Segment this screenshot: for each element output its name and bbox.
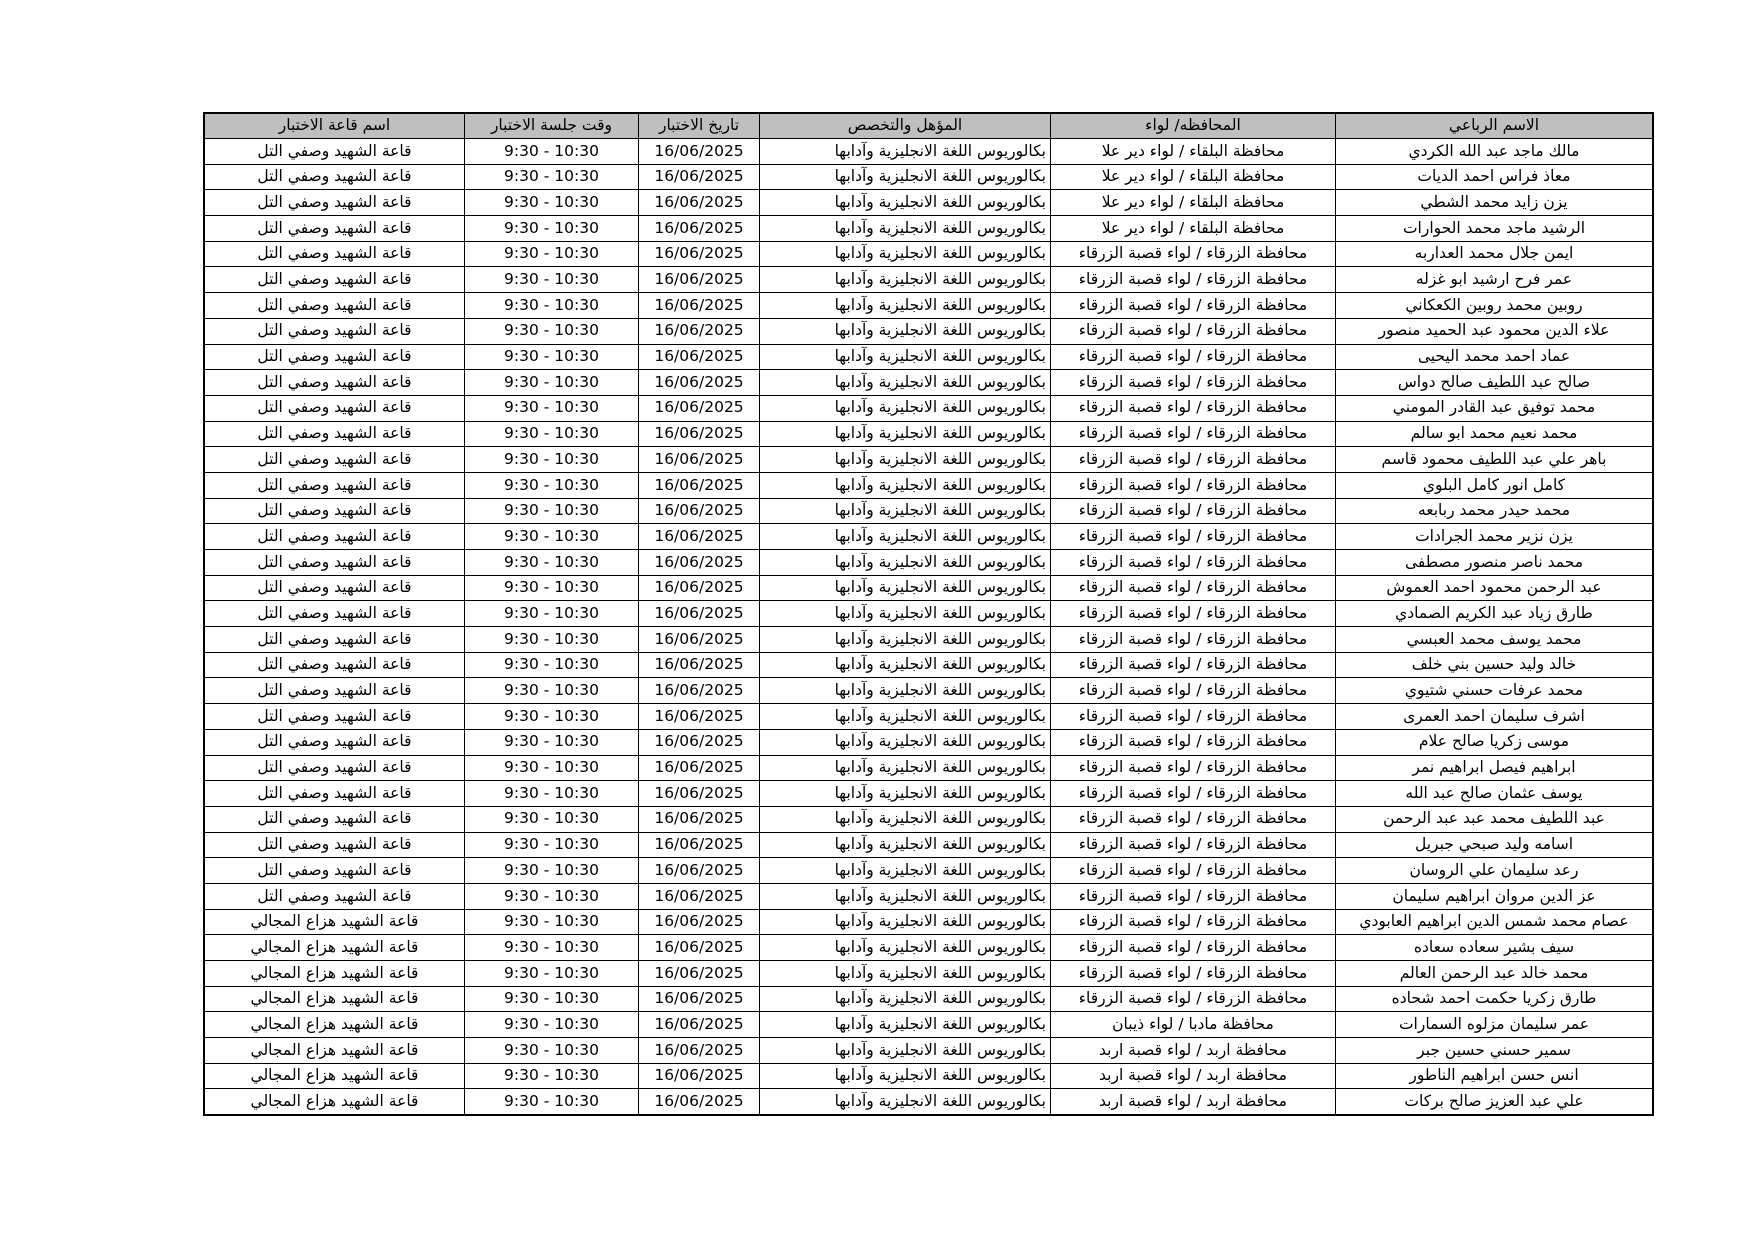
table-row <box>204 806 1653 832</box>
cell-time: 9:30 - 10:30 <box>465 883 639 909</box>
cell-date: 16/06/2025 <box>639 216 760 242</box>
cell-date: 16/06/2025 <box>639 601 760 627</box>
table-row <box>204 627 1653 653</box>
cell-qualification: بكالوريوس اللغة الانجليزية وآدابها <box>760 1089 1051 1115</box>
cell-qualification: بكالوريوس اللغة الانجليزية وآدابها <box>760 447 1051 473</box>
cell-hall: قاعة الشهيد وصفي التل <box>204 806 465 832</box>
cell-governorate: محافظة الزرقاء / لواء قصبة الزرقاء <box>1051 524 1336 550</box>
cell-time: 9:30 - 10:30 <box>465 909 639 935</box>
cell-hall: قاعة الشهيد وصفي التل <box>204 601 465 627</box>
cell-qualification: بكالوريوس اللغة الانجليزية وآدابها <box>760 395 1051 421</box>
cell-hall: قاعة الشهيد وصفي التل <box>204 704 465 730</box>
cell-date: 16/06/2025 <box>639 704 760 730</box>
cell-time: 9:30 - 10:30 <box>465 832 639 858</box>
cell-qualification: بكالوريوس اللغة الانجليزية وآدابها <box>760 293 1051 319</box>
cell-governorate: محافظة الزرقاء / لواء قصبة الزرقاء <box>1051 601 1336 627</box>
table-row <box>204 344 1653 370</box>
cell-governorate: محافظة الزرقاء / لواء قصبة الزرقاء <box>1051 858 1336 884</box>
cell-time: 9:30 - 10:30 <box>465 781 639 807</box>
cell-hall: قاعة الشهيد هزاع المجالي <box>204 909 465 935</box>
cell-qualification: بكالوريوس اللغة الانجليزية وآدابها <box>760 216 1051 242</box>
cell-name: علي عبد العزيز صالح بركات <box>1336 1089 1654 1115</box>
cell-hall: قاعة الشهيد هزاع المجالي <box>204 961 465 987</box>
cell-hall: قاعة الشهيد هزاع المجالي <box>204 1038 465 1064</box>
cell-governorate: محافظة الزرقاء / لواء قصبة الزرقاء <box>1051 961 1336 987</box>
table-row <box>204 575 1653 601</box>
cell-hall: قاعة الشهيد هزاع المجالي <box>204 935 465 961</box>
cell-date: 16/06/2025 <box>639 447 760 473</box>
table-row <box>204 1012 1653 1038</box>
cell-name: عمر سليمان مزلوه السمارات <box>1336 1012 1654 1038</box>
table-row <box>204 216 1653 242</box>
cell-hall: قاعة الشهيد وصفي التل <box>204 344 465 370</box>
cell-governorate: محافظة الزرقاء / لواء قصبة الزرقاء <box>1051 550 1336 576</box>
cell-name: محمد يوسف محمد العبسي <box>1336 627 1654 653</box>
table-row <box>204 421 1653 447</box>
cell-governorate: محافظة الزرقاء / لواء قصبة الزرقاء <box>1051 575 1336 601</box>
cell-qualification: بكالوريوس اللغة الانجليزية وآدابها <box>760 318 1051 344</box>
cell-date: 16/06/2025 <box>639 344 760 370</box>
cell-time: 9:30 - 10:30 <box>465 627 639 653</box>
cell-qualification: بكالوريوس اللغة الانجليزية وآدابها <box>760 832 1051 858</box>
cell-time: 9:30 - 10:30 <box>465 498 639 524</box>
table-row <box>204 241 1653 267</box>
cell-time: 9:30 - 10:30 <box>465 601 639 627</box>
cell-date: 16/06/2025 <box>639 627 760 653</box>
cell-name: عصام محمد شمس الدين ابراهيم العابودي <box>1336 909 1654 935</box>
cell-hall: قاعة الشهيد وصفي التل <box>204 447 465 473</box>
header-date: تاريخ الاختبار <box>639 113 760 139</box>
cell-date: 16/06/2025 <box>639 986 760 1012</box>
cell-date: 16/06/2025 <box>639 370 760 396</box>
cell-hall: قاعة الشهيد وصفي التل <box>204 498 465 524</box>
cell-governorate: محافظة الزرقاء / لواء قصبة الزرقاء <box>1051 267 1336 293</box>
cell-qualification: بكالوريوس اللغة الانجليزية وآدابها <box>760 575 1051 601</box>
cell-governorate: محافظة اربد / لواء قصبة اربد <box>1051 1038 1336 1064</box>
cell-governorate: محافظة الزرقاء / لواء قصبة الزرقاء <box>1051 883 1336 909</box>
cell-hall: قاعة الشهيد وصفي التل <box>204 190 465 216</box>
cell-date: 16/06/2025 <box>639 652 760 678</box>
cell-name: خالد وليد حسين بني خلف <box>1336 652 1654 678</box>
cell-name: باهر علي عبد اللطيف محمود قاسم <box>1336 447 1654 473</box>
cell-hall: قاعة الشهيد وصفي التل <box>204 241 465 267</box>
cell-qualification: بكالوريوس اللغة الانجليزية وآدابها <box>760 1038 1051 1064</box>
cell-date: 16/06/2025 <box>639 550 760 576</box>
cell-date: 16/06/2025 <box>639 190 760 216</box>
cell-date: 16/06/2025 <box>639 729 760 755</box>
cell-time: 9:30 - 10:30 <box>465 293 639 319</box>
cell-time: 9:30 - 10:30 <box>465 961 639 987</box>
cell-date: 16/06/2025 <box>639 241 760 267</box>
cell-qualification: بكالوريوس اللغة الانجليزية وآدابها <box>760 755 1051 781</box>
cell-qualification: بكالوريوس اللغة الانجليزية وآدابها <box>760 241 1051 267</box>
cell-name: عبد اللطيف محمد عبد عبد الرحمن <box>1336 806 1654 832</box>
cell-qualification: بكالوريوس اللغة الانجليزية وآدابها <box>760 601 1051 627</box>
cell-time: 9:30 - 10:30 <box>465 1089 639 1115</box>
cell-date: 16/06/2025 <box>639 395 760 421</box>
cell-time: 9:30 - 10:30 <box>465 447 639 473</box>
cell-hall: قاعة الشهيد هزاع المجالي <box>204 986 465 1012</box>
cell-governorate: محافظة الزرقاء / لواء قصبة الزرقاء <box>1051 447 1336 473</box>
cell-time: 9:30 - 10:30 <box>465 704 639 730</box>
cell-time: 9:30 - 10:30 <box>465 472 639 498</box>
cell-name: اسامه وليد صبحي جبريل <box>1336 832 1654 858</box>
cell-hall: قاعة الشهيد وصفي التل <box>204 729 465 755</box>
cell-qualification: بكالوريوس اللغة الانجليزية وآدابها <box>760 652 1051 678</box>
cell-time: 9:30 - 10:30 <box>465 164 639 190</box>
cell-time: 9:30 - 10:30 <box>465 190 639 216</box>
cell-hall: قاعة الشهيد وصفي التل <box>204 652 465 678</box>
cell-time: 9:30 - 10:30 <box>465 550 639 576</box>
cell-date: 16/06/2025 <box>639 883 760 909</box>
table-row <box>204 293 1653 319</box>
cell-time: 9:30 - 10:30 <box>465 652 639 678</box>
cell-hall: قاعة الشهيد هزاع المجالي <box>204 1089 465 1115</box>
table-row <box>204 909 1653 935</box>
table-row <box>204 986 1653 1012</box>
cell-governorate: محافظة البلقاء / لواء دير علا <box>1051 164 1336 190</box>
cell-hall: قاعة الشهيد وصفي التل <box>204 781 465 807</box>
table-row <box>204 704 1653 730</box>
cell-qualification: بكالوريوس اللغة الانجليزية وآدابها <box>760 472 1051 498</box>
cell-hall: قاعة الشهيد وصفي التل <box>204 575 465 601</box>
cell-hall: قاعة الشهيد وصفي التل <box>204 550 465 576</box>
cell-name: محمد توفيق عبد القادر المومني <box>1336 395 1654 421</box>
cell-governorate: محافظة الزرقاء / لواء قصبة الزرقاء <box>1051 678 1336 704</box>
table-row <box>204 498 1653 524</box>
cell-time: 9:30 - 10:30 <box>465 421 639 447</box>
table-row <box>204 139 1653 165</box>
cell-date: 16/06/2025 <box>639 1012 760 1038</box>
cell-name: طارق زياد عبد الكريم الصمادي <box>1336 601 1654 627</box>
cell-governorate: محافظة الزرقاء / لواء قصبة الزرقاء <box>1051 498 1336 524</box>
cell-qualification: بكالوريوس اللغة الانجليزية وآدابها <box>760 190 1051 216</box>
cell-qualification: بكالوريوس اللغة الانجليزية وآدابها <box>760 370 1051 396</box>
cell-qualification: بكالوريوس اللغة الانجليزية وآدابها <box>760 1063 1051 1089</box>
cell-name: انس حسن ابراهيم الناطور <box>1336 1063 1654 1089</box>
cell-name: رعد سليمان علي الروسان <box>1336 858 1654 884</box>
header-governorate: المحافظه/ لواء <box>1051 113 1336 139</box>
cell-governorate: محافظة الزرقاء / لواء قصبة الزرقاء <box>1051 806 1336 832</box>
cell-hall: قاعة الشهيد هزاع المجالي <box>204 1063 465 1089</box>
table-row <box>204 524 1653 550</box>
cell-qualification: بكالوريوس اللغة الانجليزية وآدابها <box>760 267 1051 293</box>
cell-governorate: محافظة الزرقاء / لواء قصبة الزرقاء <box>1051 395 1336 421</box>
cell-hall: قاعة الشهيد وصفي التل <box>204 164 465 190</box>
table-row <box>204 1038 1653 1064</box>
table-row <box>204 164 1653 190</box>
table-row <box>204 781 1653 807</box>
cell-qualification: بكالوريوس اللغة الانجليزية وآدابها <box>760 729 1051 755</box>
exam-schedule-table <box>203 112 1654 1116</box>
cell-hall: قاعة الشهيد وصفي التل <box>204 395 465 421</box>
cell-name: يزن نزير محمد الجرادات <box>1336 524 1654 550</box>
cell-date: 16/06/2025 <box>639 1089 760 1115</box>
cell-hall: قاعة الشهيد وصفي التل <box>204 267 465 293</box>
cell-hall: قاعة الشهيد وصفي التل <box>204 370 465 396</box>
table-row <box>204 472 1653 498</box>
cell-time: 9:30 - 10:30 <box>465 524 639 550</box>
cell-date: 16/06/2025 <box>639 472 760 498</box>
cell-time: 9:30 - 10:30 <box>465 806 639 832</box>
cell-time: 9:30 - 10:30 <box>465 395 639 421</box>
cell-date: 16/06/2025 <box>639 267 760 293</box>
cell-governorate: محافظة الزرقاء / لواء قصبة الزرقاء <box>1051 421 1336 447</box>
cell-governorate: محافظة اربد / لواء قصبة اربد <box>1051 1063 1336 1089</box>
cell-governorate: محافظة الزرقاء / لواء قصبة الزرقاء <box>1051 935 1336 961</box>
cell-name: طارق زكريا حكمت احمد شحاده <box>1336 986 1654 1012</box>
header-qualification: المؤهل والتخصص <box>760 113 1051 139</box>
cell-governorate: محافظة البلقاء / لواء دير علا <box>1051 216 1336 242</box>
cell-name: محمد نعيم محمد ابو سالم <box>1336 421 1654 447</box>
table-row <box>204 729 1653 755</box>
cell-governorate: محافظة اربد / لواء قصبة اربد <box>1051 1089 1336 1115</box>
cell-name: ايمن جلال محمد العداربه <box>1336 241 1654 267</box>
cell-hall: قاعة الشهيد وصفي التل <box>204 318 465 344</box>
cell-time: 9:30 - 10:30 <box>465 216 639 242</box>
cell-date: 16/06/2025 <box>639 755 760 781</box>
cell-governorate: محافظة الزرقاء / لواء قصبة الزرقاء <box>1051 318 1336 344</box>
cell-time: 9:30 - 10:30 <box>465 858 639 884</box>
cell-qualification: بكالوريوس اللغة الانجليزية وآدابها <box>760 550 1051 576</box>
cell-hall: قاعة الشهيد وصفي التل <box>204 678 465 704</box>
table-row <box>204 267 1653 293</box>
cell-name: مالك ماجد عبد الله الكردي <box>1336 139 1654 165</box>
cell-governorate: محافظة مادبا / لواء ذيبان <box>1051 1012 1336 1038</box>
cell-name: معاذ فراس احمد الديات <box>1336 164 1654 190</box>
cell-time: 9:30 - 10:30 <box>465 241 639 267</box>
table-row <box>204 550 1653 576</box>
cell-date: 16/06/2025 <box>639 832 760 858</box>
cell-date: 16/06/2025 <box>639 935 760 961</box>
cell-time: 9:30 - 10:30 <box>465 1063 639 1089</box>
cell-hall: قاعة الشهيد وصفي التل <box>204 627 465 653</box>
cell-qualification: بكالوريوس اللغة الانجليزية وآدابها <box>760 704 1051 730</box>
cell-qualification: بكالوريوس اللغة الانجليزية وآدابها <box>760 678 1051 704</box>
cell-time: 9:30 - 10:30 <box>465 986 639 1012</box>
cell-qualification: بكالوريوس اللغة الانجليزية وآدابها <box>760 781 1051 807</box>
cell-qualification: بكالوريوس اللغة الانجليزية وآدابها <box>760 961 1051 987</box>
table-row <box>204 961 1653 987</box>
cell-date: 16/06/2025 <box>639 781 760 807</box>
cell-date: 16/06/2025 <box>639 806 760 832</box>
cell-date: 16/06/2025 <box>639 678 760 704</box>
table-row <box>204 1089 1653 1115</box>
cell-hall: قاعة الشهيد وصفي التل <box>204 293 465 319</box>
cell-hall: قاعة الشهيد وصفي التل <box>204 421 465 447</box>
table-row <box>204 652 1653 678</box>
table-row <box>204 883 1653 909</box>
cell-qualification: بكالوريوس اللغة الانجليزية وآدابها <box>760 935 1051 961</box>
cell-governorate: محافظة الزرقاء / لواء قصبة الزرقاء <box>1051 472 1336 498</box>
cell-name: عمر فرح ارشيد ابو غزله <box>1336 267 1654 293</box>
cell-name: كامل انور كامل البلوي <box>1336 472 1654 498</box>
cell-governorate: محافظة الزرقاء / لواء قصبة الزرقاء <box>1051 729 1336 755</box>
cell-hall: قاعة الشهيد وصفي التل <box>204 755 465 781</box>
cell-qualification: بكالوريوس اللغة الانجليزية وآدابها <box>760 627 1051 653</box>
header-time: وقت جلسة الاختبار <box>465 113 639 139</box>
cell-name: روبين محمد روبين الكعكاني <box>1336 293 1654 319</box>
header-hall: اسم قاعة الاختبار <box>204 113 465 139</box>
cell-date: 16/06/2025 <box>639 293 760 319</box>
table-row <box>204 395 1653 421</box>
cell-name: علاء الدين محمود عبد الحميد منصور <box>1336 318 1654 344</box>
cell-time: 9:30 - 10:30 <box>465 935 639 961</box>
table-row <box>204 318 1653 344</box>
table-row <box>204 601 1653 627</box>
cell-time: 9:30 - 10:30 <box>465 139 639 165</box>
cell-qualification: بكالوريوس اللغة الانجليزية وآدابها <box>760 524 1051 550</box>
cell-time: 9:30 - 10:30 <box>465 755 639 781</box>
cell-date: 16/06/2025 <box>639 575 760 601</box>
cell-qualification: بكالوريوس اللغة الانجليزية وآدابها <box>760 1012 1051 1038</box>
cell-date: 16/06/2025 <box>639 858 760 884</box>
cell-time: 9:30 - 10:30 <box>465 318 639 344</box>
cell-hall: قاعة الشهيد وصفي التل <box>204 139 465 165</box>
cell-date: 16/06/2025 <box>639 1038 760 1064</box>
cell-time: 9:30 - 10:30 <box>465 344 639 370</box>
table-row <box>204 678 1653 704</box>
cell-qualification: بكالوريوس اللغة الانجليزية وآدابها <box>760 421 1051 447</box>
cell-governorate: محافظة الزرقاء / لواء قصبة الزرقاء <box>1051 832 1336 858</box>
cell-qualification: بكالوريوس اللغة الانجليزية وآدابها <box>760 883 1051 909</box>
cell-name: محمد عرفات حسني شتيوي <box>1336 678 1654 704</box>
cell-date: 16/06/2025 <box>639 524 760 550</box>
cell-hall: قاعة الشهيد وصفي التل <box>204 472 465 498</box>
cell-date: 16/06/2025 <box>639 498 760 524</box>
cell-hall: قاعة الشهيد وصفي التل <box>204 883 465 909</box>
cell-governorate: محافظة البلقاء / لواء دير علا <box>1051 190 1336 216</box>
table-row <box>204 447 1653 473</box>
cell-name: محمد حيدر محمد ربابعه <box>1336 498 1654 524</box>
cell-governorate: محافظة الزرقاء / لواء قصبة الزرقاء <box>1051 909 1336 935</box>
table-header <box>204 113 1653 139</box>
cell-hall: قاعة الشهيد هزاع المجالي <box>204 1012 465 1038</box>
cell-qualification: بكالوريوس اللغة الانجليزية وآدابها <box>760 498 1051 524</box>
cell-name: عماد احمد محمد اليحيى <box>1336 344 1654 370</box>
cell-hall: قاعة الشهيد وصفي التل <box>204 858 465 884</box>
cell-date: 16/06/2025 <box>639 1063 760 1089</box>
cell-date: 16/06/2025 <box>639 961 760 987</box>
cell-name: محمد ناصر منصور مصطفى <box>1336 550 1654 576</box>
cell-name: محمد خالد عبد الرحمن العالم <box>1336 961 1654 987</box>
cell-qualification: بكالوريوس اللغة الانجليزية وآدابها <box>760 909 1051 935</box>
cell-time: 9:30 - 10:30 <box>465 678 639 704</box>
cell-date: 16/06/2025 <box>639 909 760 935</box>
cell-governorate: محافظة الزرقاء / لواء قصبة الزرقاء <box>1051 344 1336 370</box>
table-row <box>204 755 1653 781</box>
cell-governorate: محافظة الزرقاء / لواء قصبة الزرقاء <box>1051 627 1336 653</box>
cell-governorate: محافظة الزرقاء / لواء قصبة الزرقاء <box>1051 704 1336 730</box>
cell-name: صالح عبد اللطيف صالح دواس <box>1336 370 1654 396</box>
cell-name: عبد الرحمن محمود احمد العموش <box>1336 575 1654 601</box>
cell-date: 16/06/2025 <box>639 421 760 447</box>
cell-name: يزن زايد محمد الشطي <box>1336 190 1654 216</box>
cell-time: 9:30 - 10:30 <box>465 729 639 755</box>
cell-time: 9:30 - 10:30 <box>465 370 639 396</box>
cell-governorate: محافظة الزرقاء / لواء قصبة الزرقاء <box>1051 755 1336 781</box>
cell-date: 16/06/2025 <box>639 164 760 190</box>
cell-hall: قاعة الشهيد وصفي التل <box>204 216 465 242</box>
cell-name: عز الدين مروان ابراهيم سليمان <box>1336 883 1654 909</box>
cell-time: 9:30 - 10:30 <box>465 1012 639 1038</box>
cell-name: اشرف سليمان احمد العمرى <box>1336 704 1654 730</box>
header-name: الاسم الرباعي <box>1336 113 1654 139</box>
cell-time: 9:30 - 10:30 <box>465 575 639 601</box>
cell-name: الرشيد ماجد محمد الحوارات <box>1336 216 1654 242</box>
table-row <box>204 832 1653 858</box>
cell-hall: قاعة الشهيد وصفي التل <box>204 832 465 858</box>
cell-governorate: محافظة الزرقاء / لواء قصبة الزرقاء <box>1051 241 1336 267</box>
cell-qualification: بكالوريوس اللغة الانجليزية وآدابها <box>760 858 1051 884</box>
cell-qualification: بكالوريوس اللغة الانجليزية وآدابها <box>760 986 1051 1012</box>
cell-time: 9:30 - 10:30 <box>465 1038 639 1064</box>
table-row <box>204 858 1653 884</box>
cell-name: سمير حسني حسين جبر <box>1336 1038 1654 1064</box>
cell-date: 16/06/2025 <box>639 139 760 165</box>
table-row <box>204 935 1653 961</box>
cell-governorate: محافظة الزرقاء / لواء قصبة الزرقاء <box>1051 986 1336 1012</box>
cell-name: سيف بشير سعاده سعاده <box>1336 935 1654 961</box>
cell-governorate: محافظة البلقاء / لواء دير علا <box>1051 139 1336 165</box>
table-body <box>204 139 1653 1116</box>
cell-governorate: محافظة الزرقاء / لواء قصبة الزرقاء <box>1051 370 1336 396</box>
header-row <box>204 113 1653 139</box>
cell-qualification: بكالوريوس اللغة الانجليزية وآدابها <box>760 139 1051 165</box>
cell-date: 16/06/2025 <box>639 318 760 344</box>
table-row <box>204 1063 1653 1089</box>
cell-qualification: بكالوريوس اللغة الانجليزية وآدابها <box>760 344 1051 370</box>
table-row <box>204 370 1653 396</box>
cell-name: موسى زكريا صالح علام <box>1336 729 1654 755</box>
cell-time: 9:30 - 10:30 <box>465 267 639 293</box>
cell-qualification: بكالوريوس اللغة الانجليزية وآدابها <box>760 164 1051 190</box>
cell-governorate: محافظة الزرقاء / لواء قصبة الزرقاء <box>1051 293 1336 319</box>
table-row <box>204 190 1653 216</box>
cell-name: يوسف عثمان صالح عبد الله <box>1336 781 1654 807</box>
cell-name: ابراهيم فيصل ابراهيم نمر <box>1336 755 1654 781</box>
cell-governorate: محافظة الزرقاء / لواء قصبة الزرقاء <box>1051 652 1336 678</box>
cell-qualification: بكالوريوس اللغة الانجليزية وآدابها <box>760 806 1051 832</box>
cell-hall: قاعة الشهيد وصفي التل <box>204 524 465 550</box>
cell-governorate: محافظة الزرقاء / لواء قصبة الزرقاء <box>1051 781 1336 807</box>
